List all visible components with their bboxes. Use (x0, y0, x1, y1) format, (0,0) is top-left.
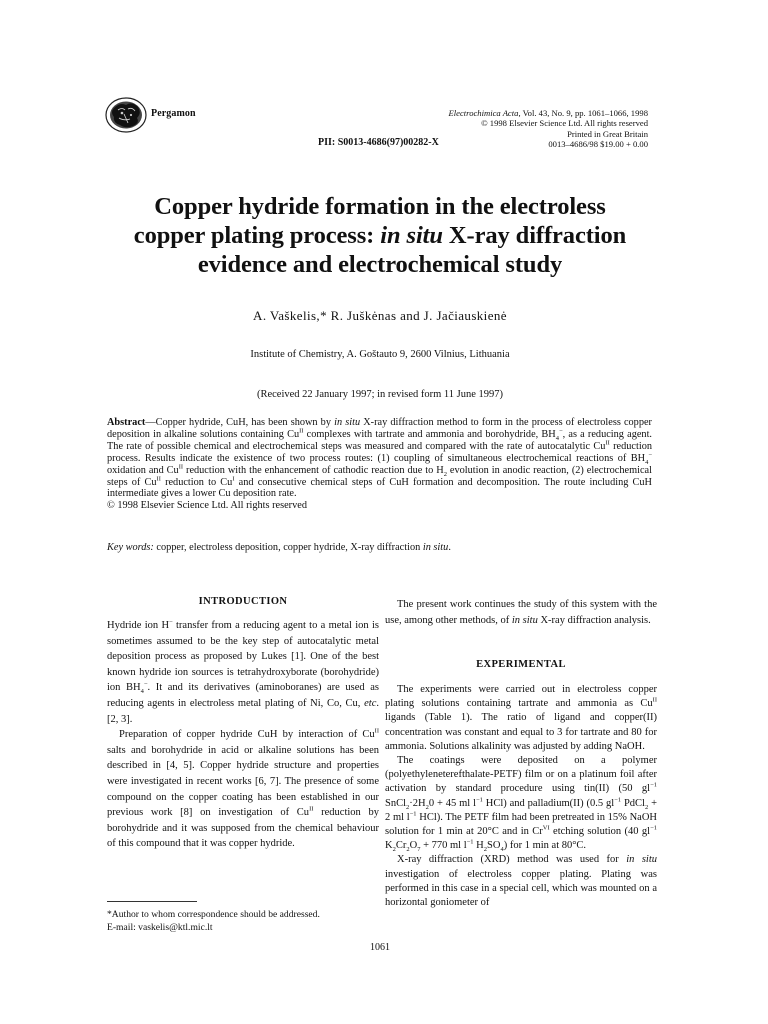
price-line: 0013–4686/98 $19.00 + 0.00 (548, 139, 648, 150)
experimental-heading: EXPERIMENTAL (476, 659, 566, 670)
received-dates: (Received 22 January 1997; in revised form 11 June 1997) (256, 389, 503, 400)
copyright-line: © 1998 Elsevier Science Ltd. All rights reserved (481, 118, 648, 129)
introduction-body (107, 618, 379, 852)
introduction-heading: INTRODUCTION (198, 596, 288, 607)
author-email: E-mail: vaskelis@ktl.mic.lt (107, 922, 213, 933)
exp-paragraph-1: The experiments were carried out in electroless copper plating solutions containing tartrate and ammonia as $Cu^{II}$ ligands (Table 1). The ratio of ligand and copper(II) concentration was constant and equal to 3 for tartrate and 80 for ammonia. Solutions alkalinity was adjusted by adding NaOH. (385, 684, 657, 752)
title-line-1: Copper hydride formation in the electroless (154, 193, 606, 220)
affiliation: Institute of Chemistry, A. Goštauto 9, 2600 Vilnius, Lithuania (250, 349, 510, 360)
elsevier-tree-logo (104, 96, 148, 134)
paper-title (96, 192, 664, 279)
footnote: *Author to whom correspondence should be addressed. E-mail: vaskelis@ktl.mic.lt (107, 908, 379, 934)
footnote-rule (107, 901, 197, 902)
abstract-label: Abstract (107, 417, 146, 428)
publisher-name: Pergamon (151, 108, 196, 119)
keywords-label: Key words: (107, 542, 154, 553)
abstract: Abstract—Copper hydride, CuH, has been shown by in situ X-ray diffraction method to form in the process of electroless copper deposition in alkaline solutions containing $Cu^{II}$ complexes with tartrate and ammonia and borohydride, $BH_4^-$, as a reducing agent. The rate of possible chemical and electrochemical steps was measured and compared with the rate of autocatalytic $Cu^{II}$ reduction process. Results indicate the existence of two process routes: (1) coupling of simultaneous electrochemical reactions of $BH_4^-$ oxidation and $Cu^{II}$ reduction with the enhancement of cathodic reaction due to $H_2$ evolution in anodic reaction, (2) electrochemical steps of $Cu^{II}$ reduction to $Cu^I$ and consecutive chemical steps of CuH formation and decomposition. The route including CuH intermediate gives a lower Cu deposition rate. © 1998 Elsevier Science Ltd. All rights reserved (107, 417, 653, 512)
journal-volume: , Vol. 43, No. 9, pp. 1061–1066, 1998 (518, 108, 648, 118)
keywords: Key words: copper, electroless deposition, copper hydride, X-ray diffraction in situ. (107, 542, 451, 553)
pii-identifier: PII: S0013-4686(97)00282-X (318, 137, 439, 148)
intro-paragraph-1: Hydride ion H− transfer from a reducing agent to a metal ion is sometimes assumed to be the key step of autocatalytic metal deposition process as proposed by Lukes [1]. One of the best known hydride ion sources is tetrahydroxyborate (borohydride) ion $BH_4^-$. It and its derivatives (aminoboranes) are used as reducing agents in electroless metal plating of Ni, Co, Cu, etc. [2, 3]. (107, 618, 379, 725)
exp-paragraph-3: X-ray diffraction (XRD) method was used for in situ investigation of electroless copper plating. Plating was performed in this case in a special cell, which was mounted on a horizontal goniometer of (385, 854, 657, 909)
experimental-body (385, 683, 657, 910)
printed-line: Printed in Great Britain (567, 128, 648, 139)
journal-name: Electrochimica Acta (448, 108, 519, 118)
title-line-2: copper plating process: in situ X-ray diffraction (133, 222, 627, 249)
title-line-3: evidence and electrochemical study (197, 251, 563, 278)
intro-continuation: The present work continues the study of this system with the use, among other methods, of in situ X-ray diffraction analysis. (385, 599, 657, 626)
intro-paragraph-2: Preparation of copper hydride CuH by interaction of $Cu^{II}$ salts and borohydride in acid or alkaline solutions has been described in [4, 5]. Copper hydride structure and properties were investigated in recent works [6, 7]. The presence of some compound on the copper coating has been established in our previous work [8] on investigation of $Cu^{II}$ reduction by borohydride and it was supposed from the chemical behaviour of this compound that it was copper hydride. (107, 727, 379, 850)
exp-paragraph-2: The coatings were deposited on a polymer (polyethyleneterefthalate-PETF) film or on a platinum foil after activation by standard procedure using tin(II) (50 $gl^{-1}$ $SnCl_2\cdot 2H_20 + 45$ ml $l^{-1}$ HCl) and palladium(II) (0.5 $gl^{-1}$ PdCl$_2$ + 2 ml $l^{-1}$ HCl). The PETF film had been pretreated in 15% NaOH solution for 1 min at 20°C and in $Cr^{VI}$ etching solution (40 $gl^{-1}$ $K_2Cr_2O_7 + 770$ ml $l^{-1}$ $H_2SO_4$) for 1 min at 80°C. (385, 755, 657, 854)
author-list: A. Vaškelis,* R. Juškėnas and J. Jačiauskienė (253, 308, 507, 323)
abstract-copyright: © 1998 Elsevier Science Ltd. All rights reserved (107, 500, 307, 512)
page-number: 1061 (370, 942, 390, 953)
